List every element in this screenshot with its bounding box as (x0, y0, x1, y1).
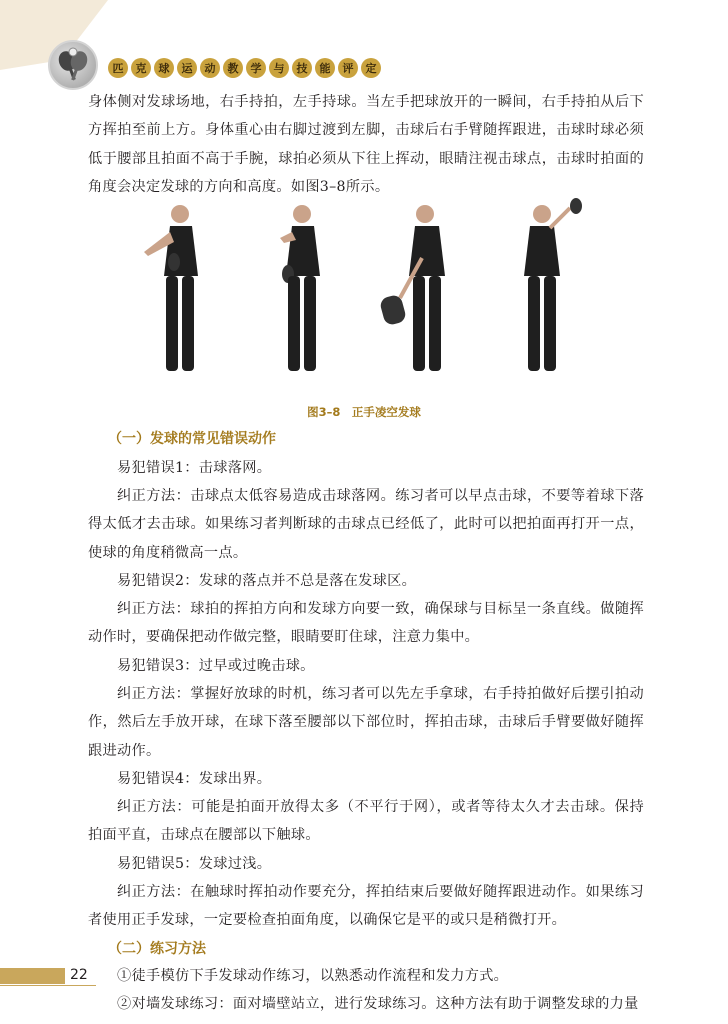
error-3-title: 易犯错误3：过早或过晚击球。 (117, 658, 315, 674)
serve-pose-3 (379, 205, 445, 371)
page-number-bar (0, 968, 65, 984)
serve-pose-1 (144, 205, 198, 371)
error-1-correction: 纠正方法：击球点太低容易造成击球落网。练习者可以早点击球，不要等着球下落得太低才去击球。如果练习者判断球的击球点已经低了，此时可以把拍面再打开一点，使球的角度稍微高一点。 (88, 488, 644, 561)
pickleball-logo-icon (48, 40, 98, 90)
header-char: 定 (361, 58, 381, 78)
header-char: 技 (292, 58, 312, 78)
section-heading-practice-methods: （二）练习方法 (108, 941, 206, 957)
header-char: 评 (338, 58, 358, 78)
error-1-title: 易犯错误1：击球落网。 (117, 460, 272, 476)
figure-caption: 图3–8 正手凌空发球 (307, 405, 421, 419)
error-2-correction: 纠正方法：球拍的挥拍方向和发球方向要一致，确保球与目标呈一条直线。做随挥动作时，要确保把动作做完整，眼睛要盯住球，注意力集中。 (88, 601, 644, 646)
header-char: 球 (154, 58, 174, 78)
serve-pose-4 (524, 198, 582, 371)
header-char: 教 (223, 58, 243, 78)
header-char: 动 (200, 58, 220, 78)
header-char: 学 (246, 58, 266, 78)
section-heading-common-errors: （一）发球的常见错误动作 (108, 431, 276, 447)
error-5-title: 易犯错误5：发球过浅。 (117, 856, 272, 872)
error-2-title: 易犯错误2：发球的落点并不总是落在发球区。 (117, 573, 417, 589)
header-char: 克 (131, 58, 151, 78)
header-char: 与 (269, 58, 289, 78)
error-5-correction: 纠正方法：在触球时挥拍动作要充分，挥拍结束后要做好随挥跟进动作。如果练习者使用正手发球，一定要检查拍面角度，以确保它是平的或只是稍微打开。 (88, 884, 644, 929)
header-char: 运 (177, 58, 197, 78)
footer-rule (0, 985, 96, 986)
serve-pose-2 (280, 205, 320, 371)
intro-paragraph: 身体侧对发球场地，右手持拍，左手持球。当左手把球放开的一瞬间，右手持拍从后下方挥拍至前上方。身体重心由右脚过渡到左脚，击球后右手臂随挥跟进，击球时球必须低于腰部且拍面不高于手腕，球拍必须从下往上挥动，眼睛注视击球点，击球时拍面的角度会决定发球的方向和高度。如图3–8所示。 (88, 94, 644, 195)
error-4-correction: 纠正方法：可能是拍面开放得太多（不平行于网），或者等待太久才去击球。保持拍面平直，击球点在腰部以下触球。 (88, 799, 644, 844)
method-2: ②对墙发球练习：面对墙壁站立，进行发球练习。这种方法有助于调整发球的力量 (117, 996, 639, 1012)
error-4-title: 易犯错误4：发球出界。 (117, 771, 272, 787)
serve-sequence-figure (130, 198, 590, 398)
page-number: 22 (70, 967, 88, 983)
header-char: 能 (315, 58, 335, 78)
running-header-title (108, 58, 381, 78)
error-3-correction: 纠正方法：掌握好放球的时机，练习者可以先左手拿球，右手持拍做好后摆引拍动作，然后左手放开球，在球下落至腰部以下部位时，挥拍击球，击球后手臂要做好随挥跟进动作。 (88, 686, 644, 759)
method-1: ①徒手模仿下手发球动作练习，以熟悉动作流程和发力方式。 (117, 968, 509, 984)
header-char: 匹 (108, 58, 128, 78)
